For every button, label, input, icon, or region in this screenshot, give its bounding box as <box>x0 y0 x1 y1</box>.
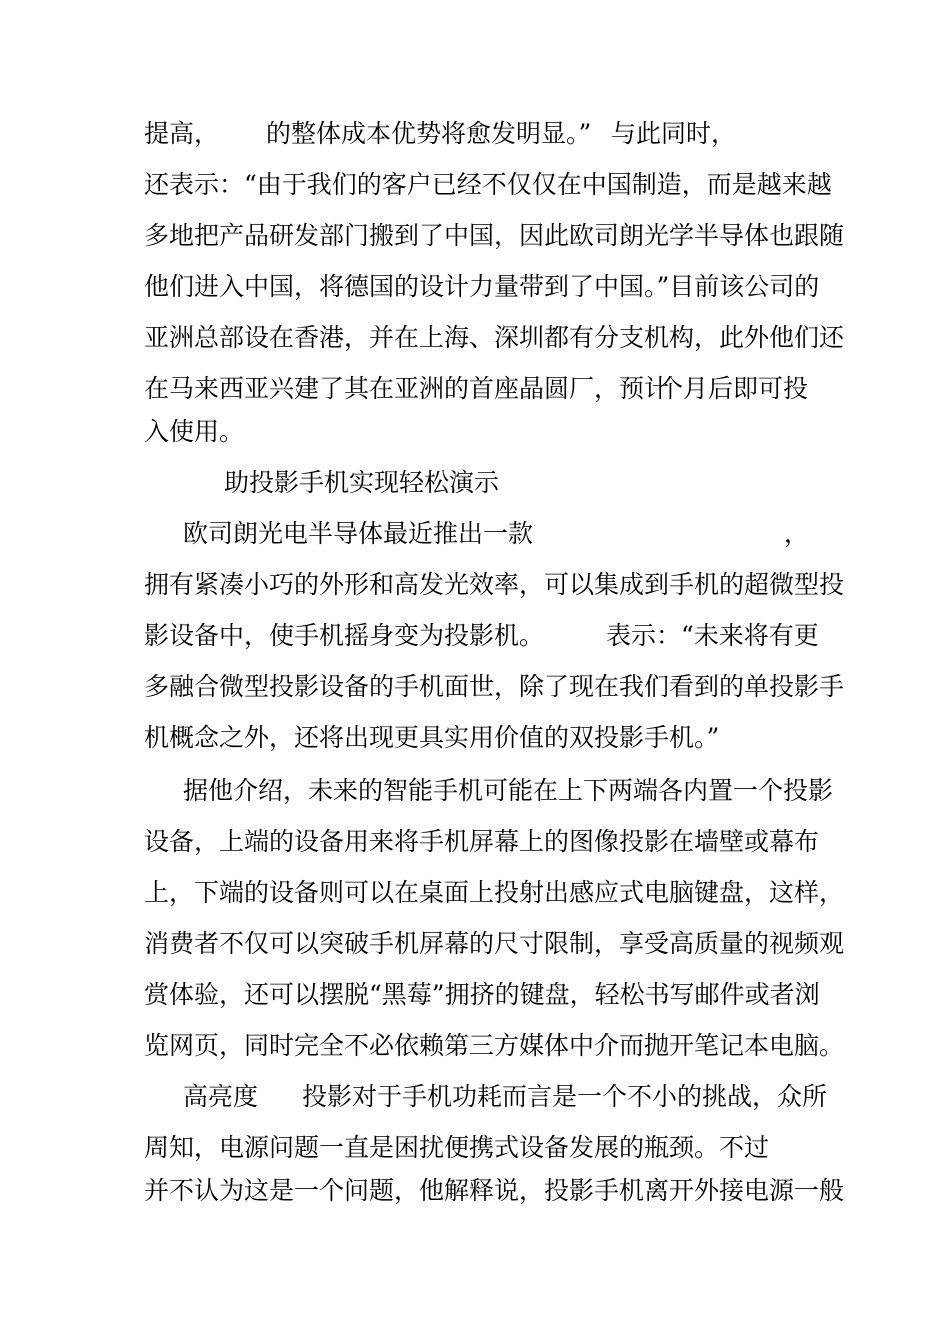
section-heading: 助投影手机实现轻松演示 <box>224 468 500 497</box>
text-line-12: 多融合微型投影设备的手机面世，除了现在我们看到的单投影手 <box>144 672 845 701</box>
text-line-9-part-1: 欧司朗光电半导体最近推出一款 <box>183 519 534 548</box>
text-line-20-part-2: 投影对于手机功耗而言是一个不小的挑战，众所 <box>302 1082 828 1111</box>
text-line-11-part-2: 表示：“未来将有更 <box>606 621 819 650</box>
text-line-4: 他们进入中国，将德国的设计力量带到了中国。”目前该公司的 <box>144 272 820 301</box>
text-line-10: 拥有紧凑小巧的外形和高发光效率，可以集成到手机的超微型投 <box>144 570 845 599</box>
text-line-17: 消费者不仅可以突破手机屏幕的尺寸限制，享受高质量的视频观 <box>144 929 845 958</box>
text-line-21: 周知，电源问题一直是困扰便携式设备发展的瓶颈。不过 <box>144 1133 770 1162</box>
text-line-22: 并不认为这是一个问题，他解释说，投影手机离开外接电源一般 <box>144 1176 845 1205</box>
text-line-14: 据他介绍，未来的智能手机可能在上下两端各内置一个投影 <box>183 776 834 805</box>
text-line-20-part-1: 高亮度 <box>183 1082 259 1111</box>
text-line-1-part-2: 的整体成本优势将愈发明显。” <box>266 119 592 148</box>
text-line-19: 览网页，同时完全不必依赖第三方媒体中介而抛开笔记本电脑。 <box>144 1031 845 1060</box>
text-line-3: 多地把产品研发部门搬到了中国，因此欧司朗光学半导体也跟随 <box>144 221 845 250</box>
text-line-7: 入使用。 <box>144 417 245 446</box>
text-line-11-part-1: 影设备中，使手机摇身变为投影机。 <box>144 621 545 650</box>
text-line-9-part-2: ， <box>784 519 810 548</box>
text-line-15: 设备，上端的设备用来将手机屏幕上的图像投影在墙壁或幕布 <box>144 827 820 856</box>
text-line-6-part-1: 在马来西亚兴建了其在亚洲的首座晶圆厂，预计 <box>144 374 670 403</box>
text-line-2: 还表示：“由于我们的客户已经不仅仅在中国制造，而是越来越 <box>144 170 832 199</box>
text-line-5: 亚洲总部设在香港，并在上海、深圳都有分支机构，此外他们还 <box>144 323 845 352</box>
text-line-16: 上，下端的设备则可以在桌面上投射出感应式电脑键盘，这样， <box>144 878 845 907</box>
text-line-13: 机概念之外，还将出现更具实用价值的双投影手机。” <box>144 723 720 752</box>
text-line-1-part-1: 提高， <box>144 119 220 148</box>
text-line-1-part-3: 与此同时， <box>611 119 737 148</box>
text-line-6-part-2: 个月后即可投 <box>658 374 809 403</box>
text-line-18: 赏体验，还可以摆脱“黑莓”拥挤的键盘，轻松书写邮件或者浏 <box>144 980 820 1009</box>
